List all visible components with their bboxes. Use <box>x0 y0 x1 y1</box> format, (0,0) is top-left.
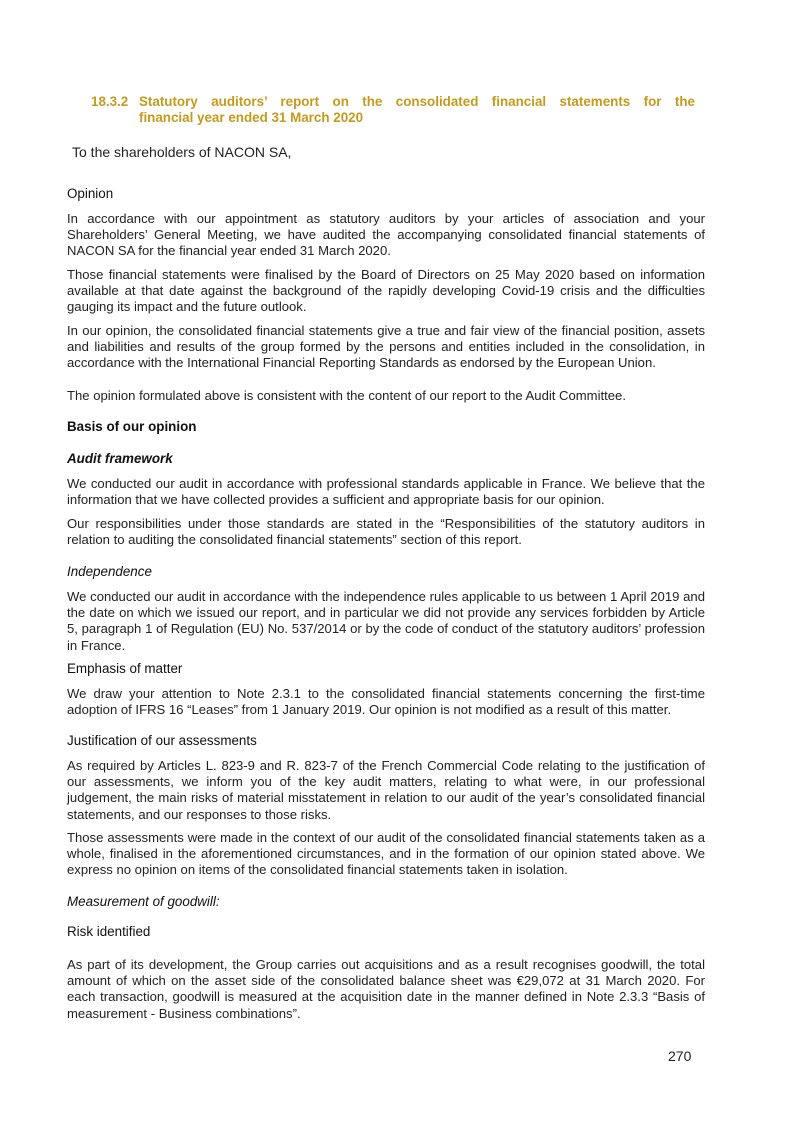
emphasis-heading: Emphasis of matter <box>67 661 183 676</box>
goodwill-heading: Measurement of goodwill: <box>67 894 220 909</box>
goodwill-paragraph-1: As part of its development, the Group carries out acquisitions and as a result recognises goodwill, the total amount of which on the asset side of the consolidated balance sheet was €29,072 at 31 March 2020. For each transaction, goodwill is measured at the acquisition date in the manner defined in Note 2.3.3 “Basis of measurement - Business combinations”. <box>67 957 705 1021</box>
justification-paragraph-1: As required by Articles L. 823-9 and R. 823-7 of the French Commercial Code relating to the justification of our assessments, we inform you of the key audit matters, relating to what were, in our professional judgement, the main risks of material misstatement in relation to our audit of the year’s consolidated financial statements, and our responses to those risks. <box>67 758 705 822</box>
audit-framework-paragraph-1: We conducted our audit in accordance with professional standards applicable in France. We believe that the information that we have collected provides a sufficient and appropriate basis for our opinion. <box>67 476 705 508</box>
section-title-line-1: Statutory auditors’ report on the consolidated financial statements for the <box>139 94 695 109</box>
opinion-paragraph-3: In our opinion, the consolidated financial statements give a true and fair view of the financial position, assets and liabilities and results of the group formed by the persons and entities included in the consolidation, in accordance with the International Financial Reporting Standards as endorsed by the European Union. <box>67 323 705 371</box>
opinion-heading: Opinion <box>67 186 114 201</box>
section-title-line-2: financial year ended 31 March 2020 <box>139 110 364 125</box>
audit-framework-paragraph-2: Our responsibilities under those standards are stated in the “Responsibilities of the statutory auditors in relation to auditing the consolidated financial statements” section of this report. <box>67 516 705 548</box>
risk-identified-heading: Risk identified <box>67 924 151 939</box>
justification-heading: Justification of our assessments <box>67 733 257 748</box>
opinion-paragraph-2: Those financial statements were finalised by the Board of Directors on 25 May 2020 based on information available at that date against the background of the rapidly developing Covid-19 crisis and the difficulties gauging its impact and the future outlook. <box>67 267 705 315</box>
independence-paragraph-1: We conducted our audit in accordance with the independence rules applicable to us between 1 April 2019 and the date on which we issued our report, and in particular we did not provide any services forbidden by Article 5, paragraph 1 of Regulation (EU) No. 537/2014 or by the code of conduct of the statutory auditors’ profession in France. <box>67 589 705 653</box>
emphasis-paragraph-1: We draw your attention to Note 2.3.1 to the consolidated financial statements concerning the first-time adoption of IFRS 16 “Leases” from 1 January 2019. Our opinion is not modified as a result of this matter. <box>67 686 705 718</box>
section-number: 18.3.2 <box>91 94 129 109</box>
opinion-paragraph-1: In accordance with our appointment as statutory auditors by your articles of association and your Shareholders’ General Meeting, we have audited the accompanying consolidated financial statements of NACON SA for the financial year ended 31 March 2020. <box>67 211 705 259</box>
opinion-paragraph-4: The opinion formulated above is consistent with the content of our report to the Audit Committee. <box>67 388 626 403</box>
page-number: 270 <box>668 1048 692 1064</box>
audit-framework-heading: Audit framework <box>67 451 173 466</box>
independence-heading: Independence <box>67 564 152 579</box>
salutation: To the shareholders of NACON SA, <box>72 144 292 160</box>
justification-paragraph-2: Those assessments were made in the context of our audit of the consolidated financial statements taken as a whole, finalised in the aforementioned circumstances, and in the formation of our opinion stated above. We express no opinion on items of the consolidated financial statements taken in isolation. <box>67 830 705 878</box>
basis-heading: Basis of our opinion <box>67 419 197 434</box>
